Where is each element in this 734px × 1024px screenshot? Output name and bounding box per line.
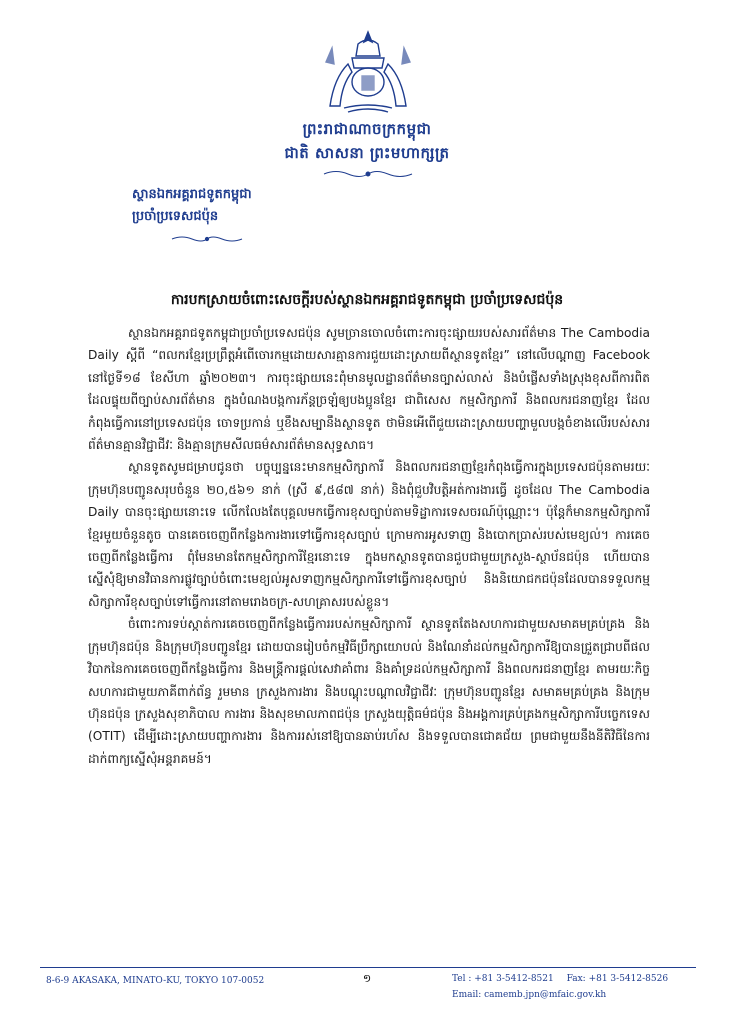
document-title: ការបកស្រាយចំពោះសេចក្តីរបស់ស្ថានឯកអគ្គរាជទូតកម្ពុជា ប្រចាំប្រទេសជប៉ុន <box>170 292 564 308</box>
page-number: ១ <box>362 972 372 985</box>
body-paragraph: ស្ថានទូតសូមជម្រាបជូនថា បច្ចុប្បន្ននេះមានកម្មសិក្សាការី និងពលករជនាញខ្មែរកំពុងធ្វើការក្នុងប្រទេសជប៉ុនតាមរយៈក្រុមហ៊ុនបញ្ជូនសរុបចំនួន ២០,៥៦១ នាក់ (ស្រី ៩,៥៨៧ នាក់) និងពុំជួបវិបត្តិអត់ការងារធ្វើ ដូចដែល The Cambodia Daily បានចុះផ្សាយនោះទេ លើកលែងតែបុគ្គលមកធ្វើការខុសច្បាប់តាមទិដ្ឋាការទេសចរណ៍ប៉ុណ្ណោះ។ ប៉ុន្តែក៏មានកម្មសិក្សាការីខ្មែរមួយចំនួនតូច បានគេចចេញពីកន្លែងការងារទៅធ្វើការខុសច្បាប់ ក្រោមការអូសទាញ និងបោកប្រាស់របស់មេខ្យល់។ ការគេចចេញពីកន្លែងធ្វើការ ពុំមែនមានតែកម្មសិក្សាការីខ្មែរនោះទេ ក្នុងមកស្ថានទូតបានជួបជាមួយក្រសួង-ស្ថាប័នជប៉ុន ហើយបានស្នើសុំឱ្យមានវិធានការផ្លូវច្បាប់ចំពោះមេខ្យល់អូសទាញកម្មសិក្សាការីទៅធ្វើការខុសច្បាប់ និងនិយោជកជប៉ុនដែលបានទទួលកម្មសិក្សាការីខុសច្បាប់ទៅធ្វើការនៅតាមរោងចក្រ-សហគ្រាសរបស់ខ្លួន។ <box>88 460 650 609</box>
footer-fax: Fax: +81 3-5412-8526 <box>566 974 669 984</box>
embassy-location: ប្រចាំប្រទេសជប៉ុន <box>132 209 219 224</box>
footer-divider <box>40 967 696 968</box>
body-paragraph: ចំពោះការទប់ស្កាត់ការគេចចេញពីកន្លែងធ្វើការរបស់កម្មសិក្សាការី ស្ថានទូតតែងសហការជាមួយសមាគមគ្រប់គ្រង និងក្រុមហ៊ុនជប៉ុន និងក្រុមហ៊ុនបញ្ជូនខ្មែរ ដោយបានរៀបចំកម្មវិធីប្រឹក្សាយោបល់ និងណែនាំដល់កម្មសិក្សាការីឱ្យបានជ្រួតជ្រាបពីផលវិបាកនៃការគេចចេញពីកន្លែងធ្វើការ និងមន្ត្រីការផ្តល់សេវាគាំពារ និងគាំទ្រដល់កម្មសិក្សាការី និងពលករជនាញខ្មែរ តាមរយៈកិច្ចសហការជាមួយភាគីពាក់ព័ន្ធ រួមមាន ក្រសួងការងារ និងបណ្តុះបណ្តាលវិជ្ជាជីវៈ ក្រុមហ៊ុនបញ្ជូនខ្មែរ សមាគមគ្រប់គ្រង និងក្រុមហ៊ុនជប៉ុន ក្រសួងសុខាភិបាល ការងារ និងសុខមាលភាពជប៉ុន ក្រសួងយុត្តិធម៌ជប៉ុន និងអង្គការគ្រប់គ្រងកម្មសិក្សាការីបច្ចេកទេស (OTIT) ដើម្បីដោះស្រាយបញ្ហាការងារ និងការរស់នៅឱ្យបានឆាប់រហ័ស និងទទួលបានជោគជ័យ ព្រមជាមួយនឹងនីតិវិធីនៃការដាក់ពាក្យស្នើសុំអន្តរាគមន៍។ <box>88 617 650 766</box>
divider-ornament-icon <box>322 168 414 180</box>
royal-arms-emblem-icon <box>322 28 414 114</box>
body-paragraph: ស្ថានឯកអគ្គរាជទូតកម្ពុជាប្រចាំប្រទេសជប៉ុន សូមច្រានចោលចំពោះការចុះផ្សាយរបស់សារព័ត៌មាន The Cambodia Daily ស្តីពី “ពលករខ្មែរប្រព្រឹត្តអំពើចោរកម្មដោយសារគ្មានការជួយដោះស្រាយពីស្ថានទូតខ្មែរ” នៅលើបណ្តាញ Facebook នៅថ្ងៃទី១៨ ខែសីហា ឆ្នាំ២០២៣។ ការចុះផ្សាយនេះពុំមានមូលដ្ឋានព័ត៌មានច្បាស់លាស់ និងបំផ្លើសទាំងស្រុងខុសពីការពិត ដែលផ្ទុយពីច្បាប់សារព័ត៌មាន ក្នុងបំណងបង្កការភ័ន្តច្រឡំឲ្យបងប្អូនខ្មែរ ជាពិសេស កម្មសិក្សាការី និងពលករជនាញខ្មែរ ដែលកំពុងធ្វើការនៅប្រទេសជប៉ុន ចោទប្រកាន់ ឬខឹងសម្បានឹងស្ថានទូត ថាមិនអើពើជួយដោះស្រាយបញ្ហាមួលបង្កចំខាងលើរបស់សារព័ត៌មានគ្មានវិជ្ជាជីវៈ និងគ្មានក្រមសីលធម៌សារព័ត៌មានសុទ្ធសាធ។ <box>88 326 650 453</box>
divider-ornament-icon <box>170 234 244 244</box>
national-motto: ជាតិ សាសនា ព្រះមហាក្សត្រ <box>284 144 450 162</box>
footer-address: 8-6-9 AKASAKA, MINATO-KU, TOKYO 107-0052 <box>46 976 265 986</box>
kingdom-name: ព្រះរាជាណាចក្រកម្ពុជា <box>302 120 432 138</box>
footer-email[interactable]: Email: camemb.jpn@mfaic.gov.kh <box>452 990 607 1000</box>
footer-tel: Tel : +81 3-5412-8521 <box>452 974 554 984</box>
embassy-name: ស្ថានឯកអគ្គរាជទូតកម្ពុជា <box>132 187 252 202</box>
footer-contact <box>452 974 678 984</box>
document-body <box>88 322 650 770</box>
